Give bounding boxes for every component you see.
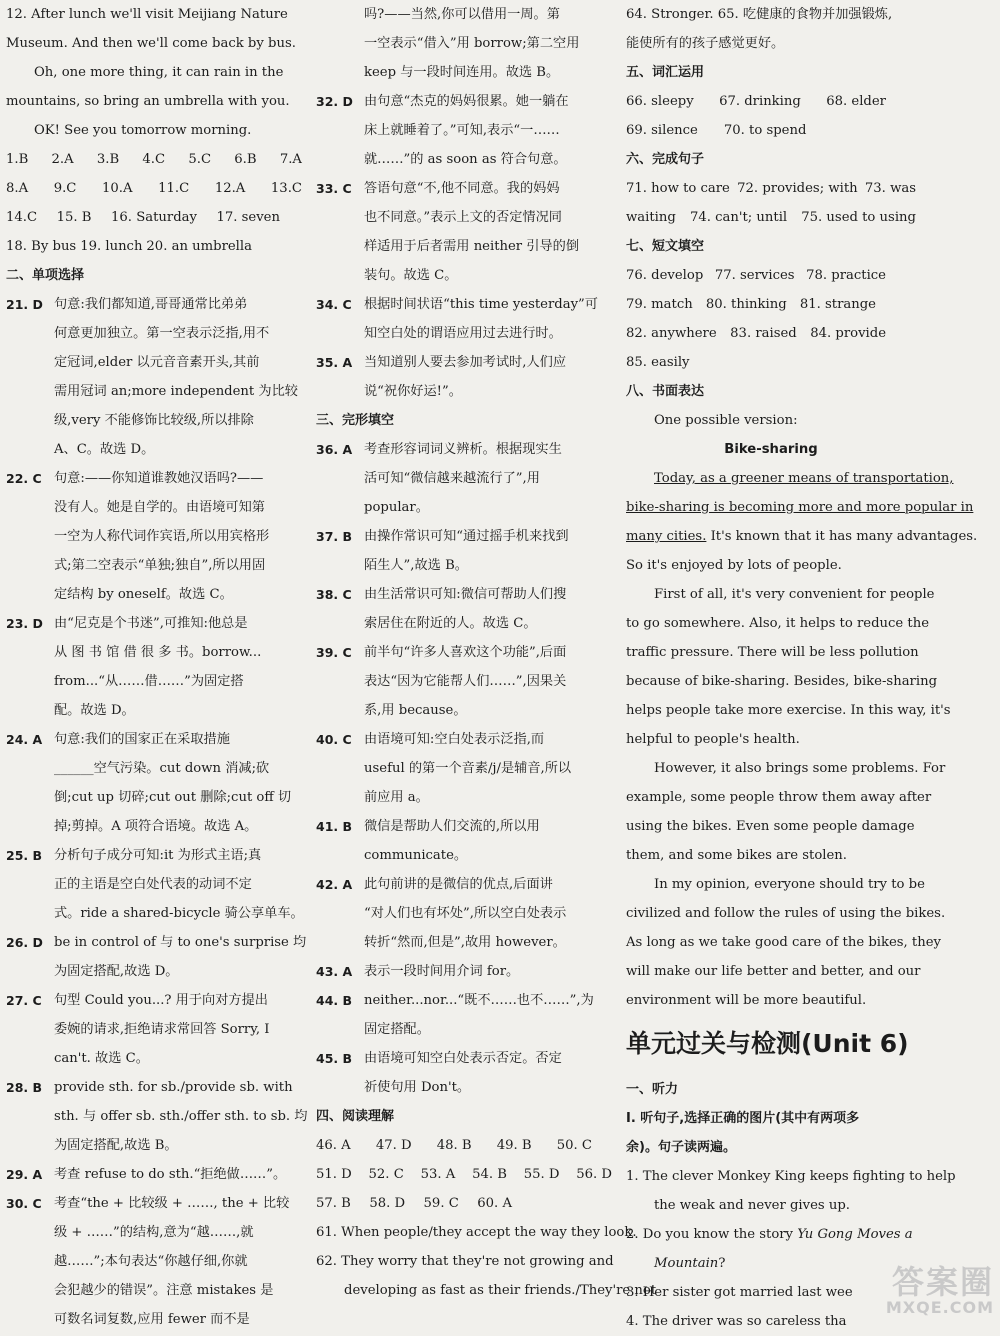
answer-row: 79. match 80. thinking 81. strange (626, 297, 876, 312)
section-heading: 三、完形填空 (316, 413, 395, 428)
sentence-line: 3. Her sister got married last wee (626, 1285, 853, 1300)
text-line: developing as fast as their friends./They're not (344, 1283, 657, 1298)
sentence-line: 4. The driver was so careless tha (626, 1314, 847, 1329)
unit-title: 单元过关与检测(Unit 6) (626, 1029, 909, 1058)
answer-row: 46. A 47. D 48. B 49. B 50. C (316, 1138, 592, 1153)
answer-item: 21. D 句意:我们都知道,哥哥通常比弟弟 何意更加独立。第一空表示泛指,用不 定冠词,elder 以元音音素开头,其前 需用冠词 an;more independent 为比较 级,very 不能修饰比较级,所以排除 A、C。故选 D。 (6, 297, 298, 457)
answer-row: 76. develop 77. services 78. practice (626, 268, 886, 283)
essay-line: First of all, it's very convenient for people (654, 587, 935, 602)
instruction-line: 余)。句子读两遍。 (626, 1140, 736, 1155)
section-heading: 一、听力 (626, 1082, 679, 1097)
answer-row: 71. how to care 72. provides; with 73. was (626, 181, 916, 196)
answer-item: 23. D 由“尼克是个书迷”,可推知:他总是 从 图 书 馆 借 很 多 书。borrow... from...“从……借……”为固定搭 配。故选 D。 (6, 616, 262, 718)
essay-line: using the bikes. Even some people damage (626, 819, 915, 834)
answer-item: 43. A 表示一段时间用介词 for。 (316, 964, 520, 979)
essay-line: helpful to people's health. (626, 732, 800, 747)
text-line: 12. After lunch we'll visit Meijiang Nature (6, 7, 288, 22)
answer-item: 35. A 当知道别人要去参加考试时,人们应 说“祝你好运!”。 (316, 355, 567, 399)
essay-line: environment will be more beautiful. (626, 993, 867, 1008)
answer-row: 57. B 58. D 59. C 60. A (316, 1196, 512, 1211)
text-line: One possible version: (654, 413, 798, 428)
instruction-line: Ⅰ. 听句子,选择正确的图片(其中有两项多 (626, 1111, 860, 1126)
essay-line: However, it also brings some problems. For (654, 761, 946, 776)
essay-title: Bike-sharing (724, 442, 818, 457)
essay-line: helps people take more exercise. In this way, it's (626, 703, 951, 718)
answer-item: 45. B 由语境可知空白处表示否定。否定 祈使句用 Don't。 (316, 1051, 562, 1095)
answer-row: 85. easily (626, 355, 690, 370)
answer-row: 66. sleepy 67. drinking 68. elder (626, 94, 886, 109)
answer-item: 26. D be in control of 与 to one's surprise 均 为固定搭配,故选 D。 (6, 935, 307, 979)
answer-item: 40. C 由语境可知:空白处表示泛指,而 useful 的第一个音素/j/是辅音,所以 前应用 a。 (316, 732, 572, 805)
section-heading: 八、书面表达 (626, 384, 705, 399)
essay-line: As long as we take good care of the bikes, they (626, 935, 941, 950)
essay-line: In my opinion, everyone should try to be (654, 877, 925, 892)
answer-item: 33. C 答语句意“不,他不同意。我的妈妈 也不同意。”表示上文的否定情况同 样适用于后者需用 neither 引导的倒 装句。故选 C。 (316, 181, 580, 283)
sentence-line: Mountain ? (654, 1256, 726, 1271)
answer-item: 24. A 句意:我们的国家正在采取措施 ______空气污染。cut down 消减;砍 倒;cut up 切碎;cut out 删除;cut off 切 掉;剪掉。A 项符合语境。故选 A。 (6, 732, 292, 834)
answer-item: 41. B 微信是帮助人们交流的,所以用 communicate。 (316, 819, 540, 863)
answer-item: 32. D 由句意“杰克的妈妈很累。她一躺在 床上就睡着了。”可知,表示“一…… 就……”的 as soon as 符合句意。 (316, 94, 569, 167)
text-line: mountains, so bring an umbrella with you. (6, 94, 290, 109)
section-heading: 五、词汇运用 (626, 65, 705, 80)
essay-line: Today, as a greener means of transportation, (654, 471, 954, 486)
essay-line: because of bike-sharing. Besides, bike-sharing (626, 674, 938, 689)
essay-line: traffic pressure. There will be less pollution (626, 645, 919, 660)
essay-line: So it's enjoyed by lots of people. (626, 558, 842, 573)
text-line: 61. When people/they accept the way they look. (316, 1225, 637, 1240)
text-line: 能使所有的孩子感觉更好。 (626, 36, 785, 51)
essay-line: will make our life better and better, and our (626, 964, 921, 979)
answer-item: 37. B 由操作常识可知“通过摇手机来找到 陌生人”,故选 B。 (316, 529, 569, 573)
answer-item: 29. A 考查 refuse to do sth.“拒绝做……”。 (6, 1167, 287, 1182)
text-line: Museum. And then we'll come back by bus. (6, 36, 296, 51)
sentence-line: the weak and never gives up. (654, 1198, 850, 1213)
essay-line: bike-sharing is becoming more and more popular in (626, 500, 974, 515)
answer-item: 39. C 前半句“许多人喜欢这个功能”,后面 表达“因为它能帮人们……”,因果关 系,用 because。 (316, 645, 567, 718)
answer-row: 51. D 52. C 53. A 54. B 55. D 56. D (316, 1167, 612, 1182)
essay-line: to go somewhere. Also, it helps to reduce the (626, 616, 930, 631)
essay-line: them, and some bikes are stolen. (626, 848, 847, 863)
answer-item: 44. B neither...nor...“既不……也不……”,为 固定搭配。 (316, 993, 594, 1037)
column-left (6, 0, 308, 1327)
text-line: 62. They worry that they're not growing and (316, 1254, 614, 1269)
answer-item: 25. B 分析句子成分可知:it 为形式主语;真 正的主语是空白处代表的动词不定 式。ride a shared-bicycle 骑公享单车。 (6, 848, 304, 921)
section-heading: 四、阅读理解 (316, 1109, 395, 1124)
section-heading: 二、单项选择 (6, 268, 85, 283)
text-line: 64. Stronger. 65. 吃健康的食物并加强锻炼, (626, 7, 893, 22)
answer-row: 1.B 2.A 3.B 4.C 5.C 6.B 7.A (6, 152, 302, 167)
answer-item: 36. A 考查形容词词义辨析。根据现实生 活可知“微信越来越流行了”,用 popular。 (316, 442, 562, 515)
answer-item: 38. C 由生活常识可知:微信可帮助人们搜 索居住在附近的人。故选 C。 (316, 587, 567, 631)
answer-item: 42. A 此句前讲的是微信的优点,后面讲 “对人们也有坏处”,所以空白处表示 转折“然而,但是”,故用 however。 (316, 877, 567, 950)
text-line: OK! See you tomorrow morning. (34, 123, 252, 138)
answer-item-continued: 吗?——当然,你可以借用一周。第 一空表示“借入”用 borrow;第二空用 keep 与一段时间连用。故选 B。 (364, 7, 580, 80)
essay-line: many cities. It's known that it has many advantages. (626, 529, 978, 544)
sentence-line: 2. Do you know the story Yu Gong Moves a (626, 1227, 913, 1242)
answer-row: 18. By bus 19. lunch 20. an umbrella (6, 239, 252, 254)
essay-line: civilized and follow the rules of using the bikes. (626, 906, 946, 921)
sentence-line: 1. The clever Monkey King keeps fighting to help (626, 1169, 956, 1184)
answer-row: 69. silence 70. to spend (626, 123, 807, 138)
text-line: Oh, one more thing, it can rain in the (34, 65, 284, 80)
answer-item: 27. C 句型 Could you...? 用于向对方提出 委婉的请求,拒绝请求常回答 Sorry, I can't. 故选 C。 (6, 993, 270, 1066)
site-watermark: 答案圈 MXQE.COM (885, 1263, 994, 1317)
section-heading: 七、短文填空 (626, 239, 705, 254)
answer-row: 8.A 9.C 10.A 11.C 12.A 13.C (6, 181, 302, 196)
answer-item: 28. B provide sth. for sb./provide sb. with sth. 与 offer sb. sth./offer sth. to sb. 均 为固定搭配,故选 B。 (6, 1080, 308, 1153)
answer-item: 30. C 考查“the + 比较级 + ……, the + 比较 级 + ……”的结构,意为“越……,就 越……”;本句表达“你越仔细,你就 会犯越少的错误”。注意 mistakes 是 可数名词复数,应用 fewer 而不是 (6, 1196, 290, 1327)
answer-row: 14.C 15. B 16. Saturday 17. seven (6, 210, 280, 225)
answer-row: waiting 74. can't; until 75. used to using (626, 210, 916, 225)
essay-line: example, some people throw them away after (626, 790, 932, 805)
section-heading: 六、完成句子 (626, 152, 705, 167)
answer-item: 22. C 句意:——你知道谁教她汉语吗?—— 没有人。她是自学的。由语境可知第 一空为人称代词作宾语,所以用宾格形 式;第二空表示“单独;独自”,所以用固 定结构 by oneself。故选 C。 (6, 471, 270, 602)
answer-row: 82. anywhere 83. raised 84. provide (626, 326, 886, 341)
answer-item: 34. C 根据时间状语“this time yesterday”可 知空白处的谓语应用过去进行时。 (316, 297, 598, 341)
